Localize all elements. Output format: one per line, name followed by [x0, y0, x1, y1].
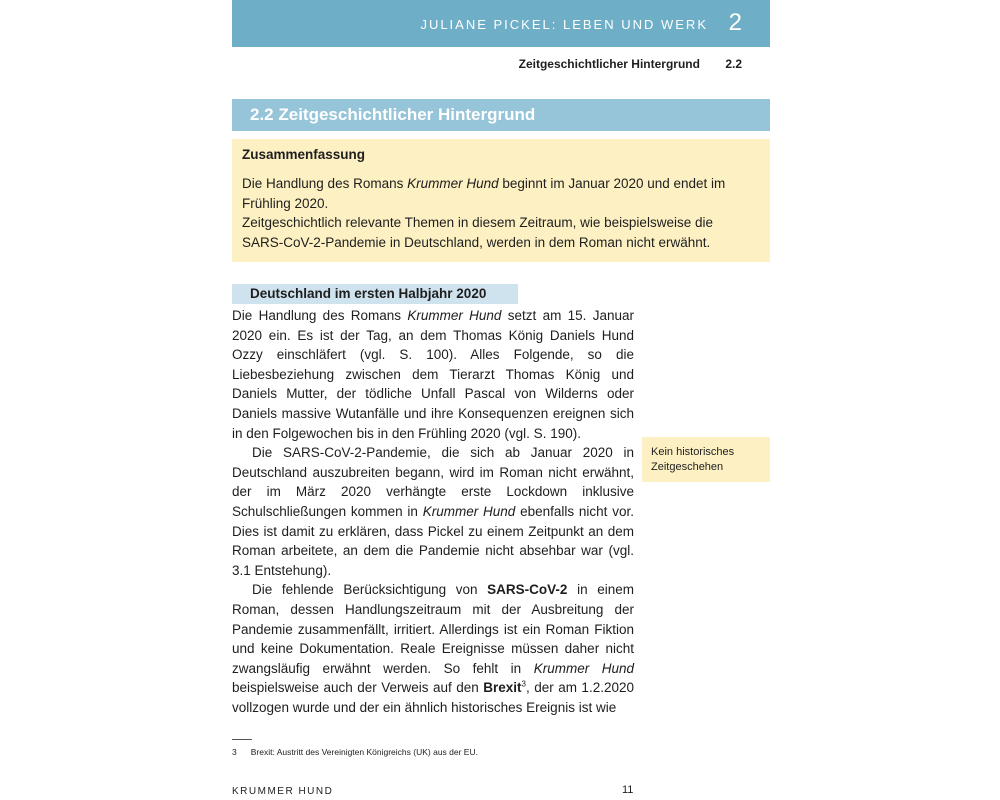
p2-text-a: Die SARS-CoV-2-Pandemie, die sich ab Januar 2020 in Deutschland auszubreiten begann, wird im Roman nicht erwähnt, der im März 2020 verhängte erste Lockdown inklusive Schulschließungen kommen in: [232, 445, 634, 519]
p3-text-c: beispielsweise auch der Verweis auf den: [232, 680, 484, 696]
footnote-divider: [232, 739, 252, 740]
summary-text: [242, 174, 757, 252]
p3-text-d: , der am 1.2.2020 vollzogen wurde und der ein ähnlich historisches Ereignis ist wie: [232, 680, 634, 715]
chapter-banner: [232, 0, 770, 47]
margin-note-text: Kein historisches Zeitgeschehen: [651, 446, 735, 473]
p3-book-title: Krummer Hund: [533, 660, 634, 676]
paragraph-1: [232, 306, 634, 443]
p3-text-a: Die fehlende Berücksichtigung von: [252, 582, 488, 598]
chapter-number: 2: [728, 9, 742, 36]
p3-text-b: in einem Roman, dessen Handlungszeitraum mit der Ausbreitung der Pandemie zusammenfällt, irritiert. Allerdings ist ein Roman Fiktion und keine Dokumentation. Reale Ereignisse müssen daher nicht zwangsläufig erwähnt werden. So fehlt in: [232, 582, 634, 676]
p1-book-title: Krummer Hund: [407, 308, 502, 323]
summary-line1-b: beginnt im Januar 2020 und endet im Frühling 2020.: [242, 176, 726, 211]
running-header: [232, 57, 742, 71]
section-title: 2.2 Zeitgeschichtlicher Hintergrund: [250, 105, 536, 124]
p3-keyword-sars: SARS-CoV-2: [487, 582, 568, 598]
page-number: 11: [622, 784, 634, 796]
p1-text-b: setzt am 15. Januar 2020 ein. Es ist der Tag, an dem Thomas König Daniels Hund Ozzy einschläfert (vgl. S. 100). Alles Folgende, so die Liebesbeziehung zwischen dem Tierarzt Thomas König und Daniels Mutter, der tödliche Unfall Pascal von Wilderns oder Daniels massive Wutanfälle und ihre Konsequenzen ereignen sich in den Folgewochen bis in den Frühling 2020 (vgl. S. 190).: [232, 308, 634, 441]
paragraph-3: [232, 580, 634, 717]
p3-keyword-brexit: Brexit: [483, 680, 522, 696]
footnote-ref[interactable]: 3: [521, 679, 526, 689]
footnote: [232, 747, 478, 757]
section-heading-bar: [232, 99, 770, 131]
p1-text-a: Die Handlung des Romans: [232, 308, 408, 323]
chapter-title: JULIANE PICKEL: LEBEN UND WERK: [420, 17, 708, 32]
paragraph-2: [232, 443, 634, 580]
footnote-text: Brexit: Austritt des Vereinigten Königreichs (UK) aus der EU.: [250, 747, 478, 757]
summary-line2: Zeitgeschichtlich relevante Themen in diesem Zeitraum, wie beispielsweise die SARS-CoV-2-Pandemie in Deutschland, werden in dem Roman nicht erwähnt.: [242, 215, 713, 250]
running-number: 2.2: [725, 57, 742, 71]
p2-text-b: ebenfalls nicht vor. Dies ist damit zu erklären, dass Pickel zu einem Zeitpunkt an dem Roman arbeitete, an dem die Pandemie nicht absehbar war (vgl. 3.1 Entstehung).: [232, 503, 634, 578]
subheading-text: Deutschland im ersten Halbjahr 2020: [250, 286, 487, 301]
summary-heading: Zusammenfassung: [242, 147, 366, 162]
margin-note: [642, 437, 770, 482]
body-text: [232, 306, 634, 717]
subheading: [232, 284, 518, 304]
p2-book-title: Krummer Hund: [422, 503, 516, 519]
summary-book-title: Krummer Hund: [407, 176, 499, 191]
running-title: Zeitgeschichtlicher Hintergrund: [518, 57, 700, 71]
footnote-number: 3: [232, 747, 237, 757]
footer-book-title: KRUMMER HUND: [232, 786, 334, 797]
summary-line1-a: Die Handlung des Romans: [242, 176, 408, 191]
summary-box: [232, 139, 770, 262]
